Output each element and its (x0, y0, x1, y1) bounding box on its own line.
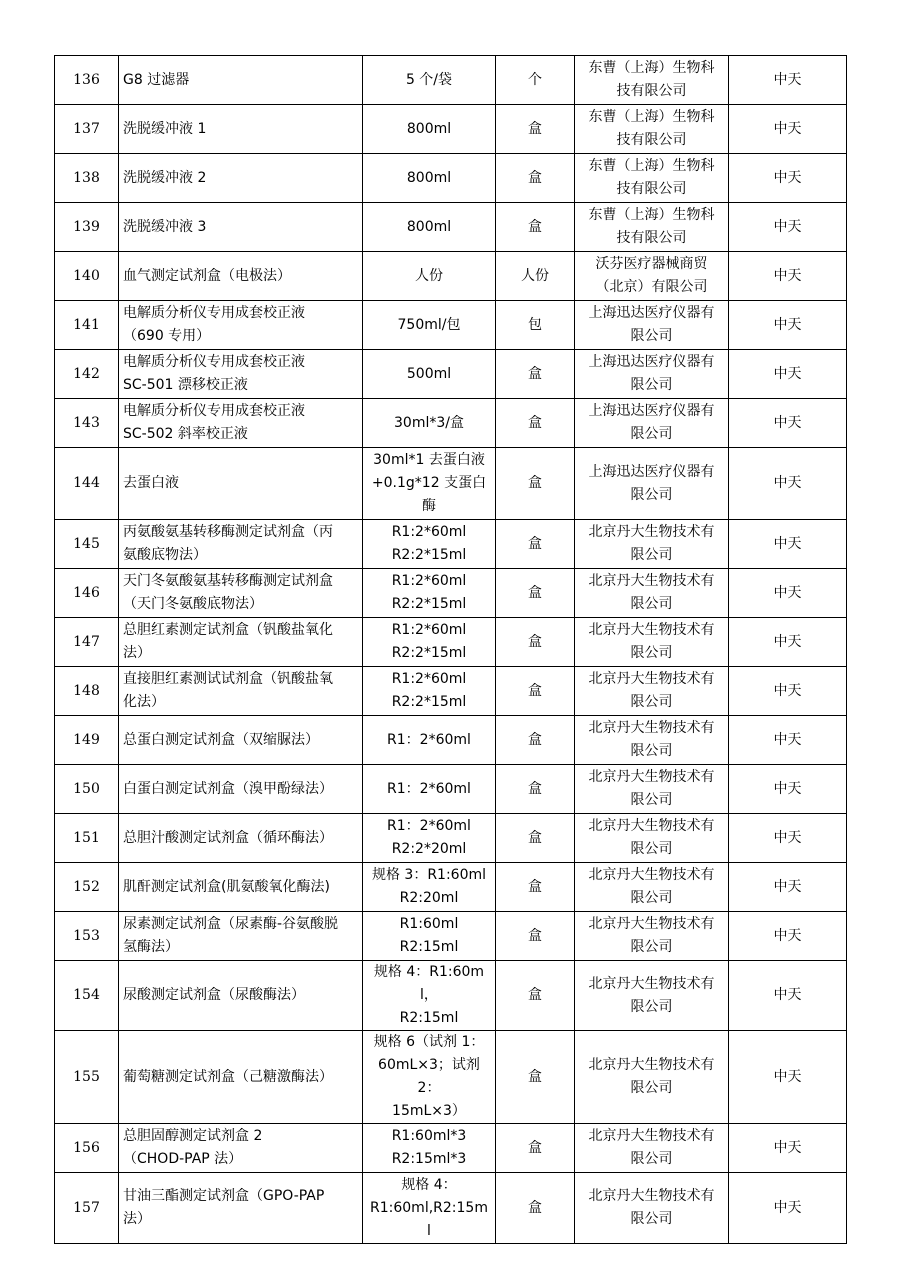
manufacturer-name: 北京丹大生物技术有 限公司 (575, 520, 729, 569)
product-unit: 盒 (496, 448, 575, 520)
product-unit: 盒 (496, 863, 575, 912)
row-number: 144 (55, 448, 119, 520)
product-spec: 5 个/袋 (363, 56, 496, 105)
supplier-name: 中天 (729, 618, 847, 667)
table-row (55, 716, 847, 765)
manufacturer-name: 东曹（上海）生物科 技有限公司 (575, 56, 729, 105)
product-unit: 盒 (496, 1124, 575, 1173)
table-row (55, 765, 847, 814)
table-row (55, 569, 847, 618)
manufacturer-name: 沃芬医疗器械商贸 （北京）有限公司 (575, 252, 729, 301)
table-row (55, 203, 847, 252)
table-body (55, 56, 847, 1244)
product-unit: 盒 (496, 814, 575, 863)
product-unit: 盒 (496, 520, 575, 569)
product-name: 总胆汁酸测定试剂盒（循环酶法） (119, 814, 363, 863)
product-unit: 盒 (496, 154, 575, 203)
manufacturer-name: 北京丹大生物技术有 限公司 (575, 667, 729, 716)
product-spec: R1：2*60ml (363, 716, 496, 765)
table-row (55, 448, 847, 520)
supplier-name: 中天 (729, 667, 847, 716)
product-spec: R1：2*60ml R2:2*20ml (363, 814, 496, 863)
supplier-name: 中天 (729, 814, 847, 863)
manufacturer-name: 北京丹大生物技术有 限公司 (575, 961, 729, 1031)
row-number: 141 (55, 301, 119, 350)
manufacturer-name: 北京丹大生物技术有 限公司 (575, 569, 729, 618)
table-row (55, 301, 847, 350)
row-number: 153 (55, 912, 119, 961)
product-spec: 30ml*1 去蛋白液 +0.1g*12 支蛋白 酶 (363, 448, 496, 520)
supplier-name: 中天 (729, 56, 847, 105)
manufacturer-name: 北京丹大生物技术有 限公司 (575, 716, 729, 765)
manufacturer-name: 上海迅达医疗仪器有 限公司 (575, 301, 729, 350)
manufacturer-name: 上海迅达医疗仪器有 限公司 (575, 350, 729, 399)
product-unit: 盒 (496, 1173, 575, 1244)
product-name: 洗脱缓冲液 3 (119, 203, 363, 252)
row-number: 137 (55, 105, 119, 154)
row-number: 140 (55, 252, 119, 301)
product-unit: 盒 (496, 203, 575, 252)
table-row (55, 56, 847, 105)
product-spec: R1:2*60ml R2:2*15ml (363, 618, 496, 667)
product-name: 总胆固醇测定试剂盒 2 （CHOD-PAP 法） (119, 1124, 363, 1173)
table-row (55, 252, 847, 301)
product-spec: 规格 4：R1:60ml， R2:15ml (363, 961, 496, 1031)
product-spec: R1:2*60ml R2:2*15ml (363, 520, 496, 569)
row-number: 150 (55, 765, 119, 814)
row-number: 136 (55, 56, 119, 105)
product-unit: 盒 (496, 399, 575, 448)
product-spec: 规格 6（试剂 1： 60mL×3；试剂 2： 15mL×3） (363, 1031, 496, 1124)
supplier-name: 中天 (729, 863, 847, 912)
row-number: 157 (55, 1173, 119, 1244)
product-name: 总蛋白测定试剂盒（双缩脲法） (119, 716, 363, 765)
product-name: 直接胆红素测试试剂盒（钒酸盐氧 化法） (119, 667, 363, 716)
product-name: 天门冬氨酸氨基转移酶测定试剂盒 （天门冬氨酸底物法） (119, 569, 363, 618)
product-name: G8 过滤器 (119, 56, 363, 105)
product-spec: R1：2*60ml (363, 765, 496, 814)
manufacturer-name: 东曹（上海）生物科 技有限公司 (575, 105, 729, 154)
manufacturer-name: 北京丹大生物技术有 限公司 (575, 1124, 729, 1173)
product-name: 白蛋白测定试剂盒（溴甲酚绿法） (119, 765, 363, 814)
manufacturer-name: 上海迅达医疗仪器有 限公司 (575, 399, 729, 448)
product-name: 电解质分析仪专用成套校正液 SC-501 漂移校正液 (119, 350, 363, 399)
product-unit: 盒 (496, 765, 575, 814)
supplier-name: 中天 (729, 1124, 847, 1173)
product-unit: 盒 (496, 716, 575, 765)
supplier-name: 中天 (729, 350, 847, 399)
row-number: 147 (55, 618, 119, 667)
manufacturer-name: 北京丹大生物技术有 限公司 (575, 1173, 729, 1244)
product-spec: R1:2*60ml R2:2*15ml (363, 569, 496, 618)
supplier-name: 中天 (729, 961, 847, 1031)
product-unit: 盒 (496, 912, 575, 961)
table-row (55, 863, 847, 912)
row-number: 154 (55, 961, 119, 1031)
manufacturer-name: 北京丹大生物技术有 限公司 (575, 912, 729, 961)
product-unit: 盒 (496, 569, 575, 618)
table-row (55, 961, 847, 1031)
manufacturer-name: 上海迅达医疗仪器有 限公司 (575, 448, 729, 520)
table-row (55, 1173, 847, 1244)
manufacturer-name: 北京丹大生物技术有 限公司 (575, 1031, 729, 1124)
supplier-name: 中天 (729, 569, 847, 618)
table-row (55, 105, 847, 154)
product-name: 总胆红素测定试剂盒（钒酸盐氧化 法） (119, 618, 363, 667)
supplier-name: 中天 (729, 716, 847, 765)
product-unit: 盒 (496, 1031, 575, 1124)
product-name: 电解质分析仪专用成套校正液 SC-502 斜率校正液 (119, 399, 363, 448)
row-number: 142 (55, 350, 119, 399)
table-row (55, 399, 847, 448)
row-number: 145 (55, 520, 119, 569)
manufacturer-name: 北京丹大生物技术有 限公司 (575, 814, 729, 863)
table-row (55, 814, 847, 863)
manufacturer-name: 北京丹大生物技术有 限公司 (575, 765, 729, 814)
supplier-name: 中天 (729, 203, 847, 252)
supplier-name: 中天 (729, 399, 847, 448)
product-spec: 500ml (363, 350, 496, 399)
product-name: 尿素测定试剂盒（尿素酶-谷氨酸脱 氢酶法） (119, 912, 363, 961)
supplier-name: 中天 (729, 154, 847, 203)
product-spec: 800ml (363, 105, 496, 154)
row-number: 149 (55, 716, 119, 765)
product-spec: 规格 4： R1:60ml,R2:15m l (363, 1173, 496, 1244)
product-spec: R1:2*60ml R2:2*15ml (363, 667, 496, 716)
row-number: 155 (55, 1031, 119, 1124)
supplier-name: 中天 (729, 912, 847, 961)
product-table (54, 55, 847, 1244)
supplier-name: 中天 (729, 252, 847, 301)
product-spec: 30ml*3/盒 (363, 399, 496, 448)
table-row (55, 350, 847, 399)
row-number: 148 (55, 667, 119, 716)
product-spec: 750ml/包 (363, 301, 496, 350)
supplier-name: 中天 (729, 448, 847, 520)
row-number: 152 (55, 863, 119, 912)
manufacturer-name: 北京丹大生物技术有 限公司 (575, 863, 729, 912)
product-unit: 人份 (496, 252, 575, 301)
product-unit: 包 (496, 301, 575, 350)
row-number: 156 (55, 1124, 119, 1173)
supplier-name: 中天 (729, 520, 847, 569)
table-row (55, 1124, 847, 1173)
product-spec: R1:60ml R2:15ml (363, 912, 496, 961)
product-name: 洗脱缓冲液 1 (119, 105, 363, 154)
row-number: 139 (55, 203, 119, 252)
product-spec: 规格 3：R1:60ml R2:20ml (363, 863, 496, 912)
product-unit: 盒 (496, 618, 575, 667)
product-unit: 盒 (496, 350, 575, 399)
product-name: 葡萄糖测定试剂盒（己糖激酶法） (119, 1031, 363, 1124)
product-spec: 人份 (363, 252, 496, 301)
supplier-name: 中天 (729, 1173, 847, 1244)
product-spec: R1:60ml*3 R2:15ml*3 (363, 1124, 496, 1173)
product-name: 尿酸测定试剂盒（尿酸酶法） (119, 961, 363, 1031)
supplier-name: 中天 (729, 1031, 847, 1124)
product-unit: 个 (496, 56, 575, 105)
product-name: 血气测定试剂盒（电极法） (119, 252, 363, 301)
product-name: 丙氨酸氨基转移酶测定试剂盒（丙 氨酸底物法） (119, 520, 363, 569)
supplier-name: 中天 (729, 301, 847, 350)
row-number: 151 (55, 814, 119, 863)
table-row (55, 618, 847, 667)
product-name: 去蛋白液 (119, 448, 363, 520)
product-name: 甘油三酯测定试剂盒（GPO-PAP 法） (119, 1173, 363, 1244)
manufacturer-name: 北京丹大生物技术有 限公司 (575, 618, 729, 667)
row-number: 138 (55, 154, 119, 203)
table-row (55, 154, 847, 203)
row-number: 143 (55, 399, 119, 448)
table-row (55, 667, 847, 716)
product-spec: 800ml (363, 154, 496, 203)
supplier-name: 中天 (729, 765, 847, 814)
supplier-name: 中天 (729, 105, 847, 154)
table-row (55, 520, 847, 569)
product-name: 洗脱缓冲液 2 (119, 154, 363, 203)
product-spec: 800ml (363, 203, 496, 252)
product-unit: 盒 (496, 961, 575, 1031)
manufacturer-name: 东曹（上海）生物科 技有限公司 (575, 154, 729, 203)
product-unit: 盒 (496, 667, 575, 716)
manufacturer-name: 东曹（上海）生物科 技有限公司 (575, 203, 729, 252)
table-row (55, 1031, 847, 1124)
product-name: 肌酐测定试剂盒(肌氨酸氧化酶法) (119, 863, 363, 912)
product-unit: 盒 (496, 105, 575, 154)
row-number: 146 (55, 569, 119, 618)
product-name: 电解质分析仪专用成套校正液 （690 专用） (119, 301, 363, 350)
table-row (55, 912, 847, 961)
